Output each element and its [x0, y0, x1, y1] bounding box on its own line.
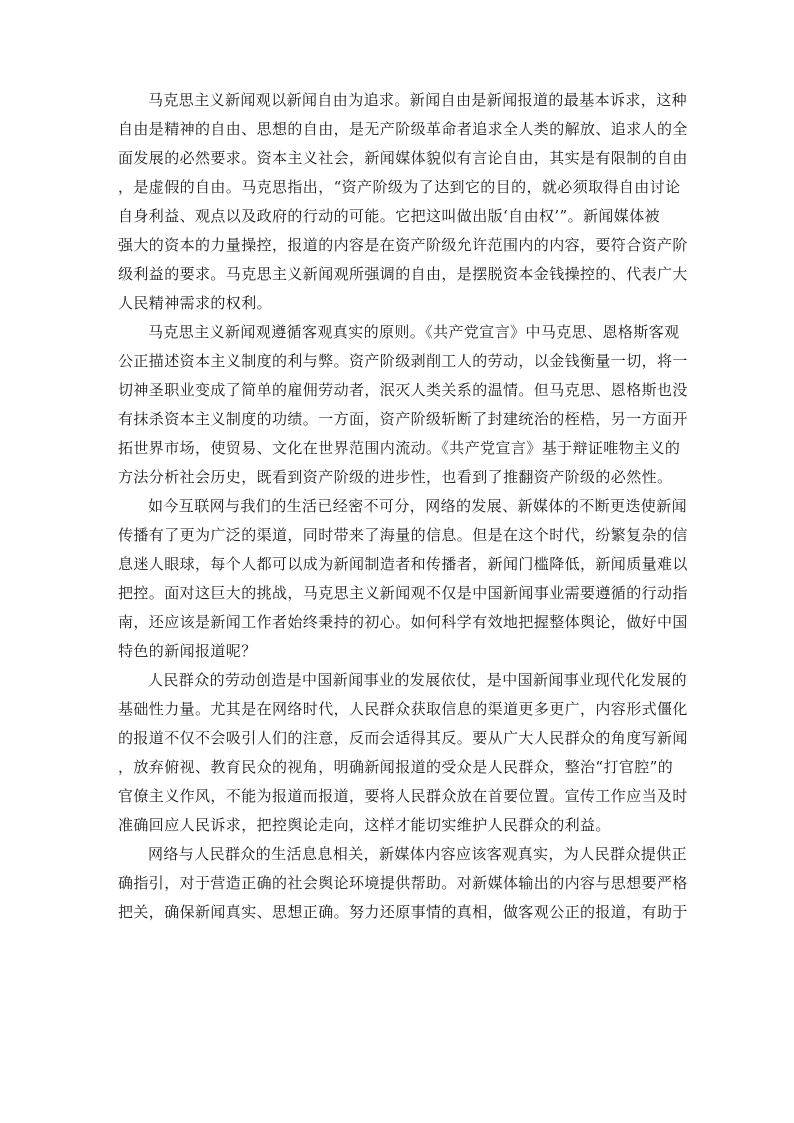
paragraph: [118, 318, 690, 492]
paragraph: [118, 840, 690, 927]
text-line: 息迷人眼球，每个人都可以成为新闻制造者和传播者，新闻门槛降低，新闻质量难以: [118, 555, 688, 573]
text-line: 基础性力量。尤其是在网络时代，人民群众获取信息的渠道更多更广，内容形式僵化: [118, 700, 688, 718]
text-line: ，是虚假的自由。马克思指出，“资产阶级为了达到它的目的，就必须取得自由讨论: [118, 178, 681, 196]
text-line: 面发展的必然要求。资本主义社会，新闻媒体貌似有言论自由，其实是有限制的自由: [118, 149, 688, 167]
text-line: 特色的新闻报道呢？: [118, 642, 257, 660]
text-line: 网络与人民群众的生活息息相关，新媒体内容应该客观真实，为人民群众提供正: [148, 845, 688, 863]
text-line: 人民精神需求的权利。: [118, 294, 273, 312]
text-line: 方法分析社会历史，既看到资产阶级的进步性，也看到了推翻资产阶级的必然性。: [118, 468, 673, 486]
text-line: 拓世界市场，使贸易、文化在世界范围内流动。《共产党宣言》基于辩证唯物主义的: [118, 439, 681, 457]
text-line: 自由是精神的自由、思想的自由，是无产阶级革命者追求全人类的解放、追求人的全: [118, 120, 688, 138]
document-body: [118, 86, 690, 927]
text-line: 确指引，对于营造正确的社会舆论环境提供帮助。对新媒体输出的内容与思想要严格: [118, 874, 688, 892]
text-line: 自身利益、观点以及政府的行动的可能。它把这叫做出版‘自由权’”。新闻媒体被: [118, 207, 661, 225]
text-line: 的报道不仅不会吸引人们的注意，反而会适得其反。要从广大人民群众的角度写新闻: [118, 729, 688, 747]
paragraph: [118, 666, 690, 840]
text-line: ，放弃俯视、教育民众的视角，明确新闻报道的受众是人民群众，整治“打官腔”的: [118, 758, 674, 776]
text-line: 官僚主义作风，不能为报道而报道，要将人民群众放在首要位置。宣传工作应当及时: [118, 787, 688, 805]
text-line: 级利益的要求。马克思主义新闻观所强调的自由，是摆脱资本金钱操控的、代表广大: [118, 265, 688, 283]
text-line: 人民群众的劳动创造是中国新闻事业的发展依仗，是中国新闻事业现代化发展的: [148, 671, 688, 689]
text-line: 马克思主义新闻观遵循客观真实的原则。《共产党宣言》中马克思、恩格斯客观: [148, 323, 680, 341]
paragraph: [118, 86, 690, 318]
text-line: 把关，确保新闻真实、思想正确。努力还原事情的真相，做客观公正的报道，有助于: [118, 903, 688, 921]
text-line: 南，还应该是新闻工作者始终秉持的初心。如何科学有效地把握整体舆论，做好中国: [118, 613, 688, 631]
text-line: 强大的资本的力量操控，报道的内容是在资产阶级允许范围内的内容，要符合资产阶: [118, 236, 688, 254]
paragraph: [118, 492, 690, 666]
text-line: 马克思主义新闻观以新闻自由为追求。新闻自由是新闻报道的最基本诉求，这种: [148, 91, 688, 109]
text-line: 切神圣职业变成了简单的雇佣劳动者，泯灭人类关系的温情。但马克思、恩格斯也没: [118, 381, 688, 399]
text-line: 传播有了更为广泛的渠道，同时带来了海量的信息。但是在这个时代，纷繁复杂的信: [118, 526, 688, 544]
text-line: 如今互联网与我们的生活已经密不可分，网络的发展、新媒体的不断更迭使新闻: [148, 497, 688, 515]
text-line: 准确回应人民诉求，把控舆论走向，这样才能切实维护人民群众的利益。: [118, 816, 611, 834]
text-line: 把控。面对这巨大的挑战，马克思主义新闻观不仅是中国新闻事业需要遵循的行动指: [118, 584, 688, 602]
text-line: 有抹杀资本主义制度的功绩。一方面，资产阶级斩断了封建统治的桎梏，另一方面开: [118, 410, 688, 428]
text-line: 公正描述资本主义制度的利与弊。资产阶级剥削工人的劳动，以金钱衡量一切，将一: [118, 352, 688, 370]
